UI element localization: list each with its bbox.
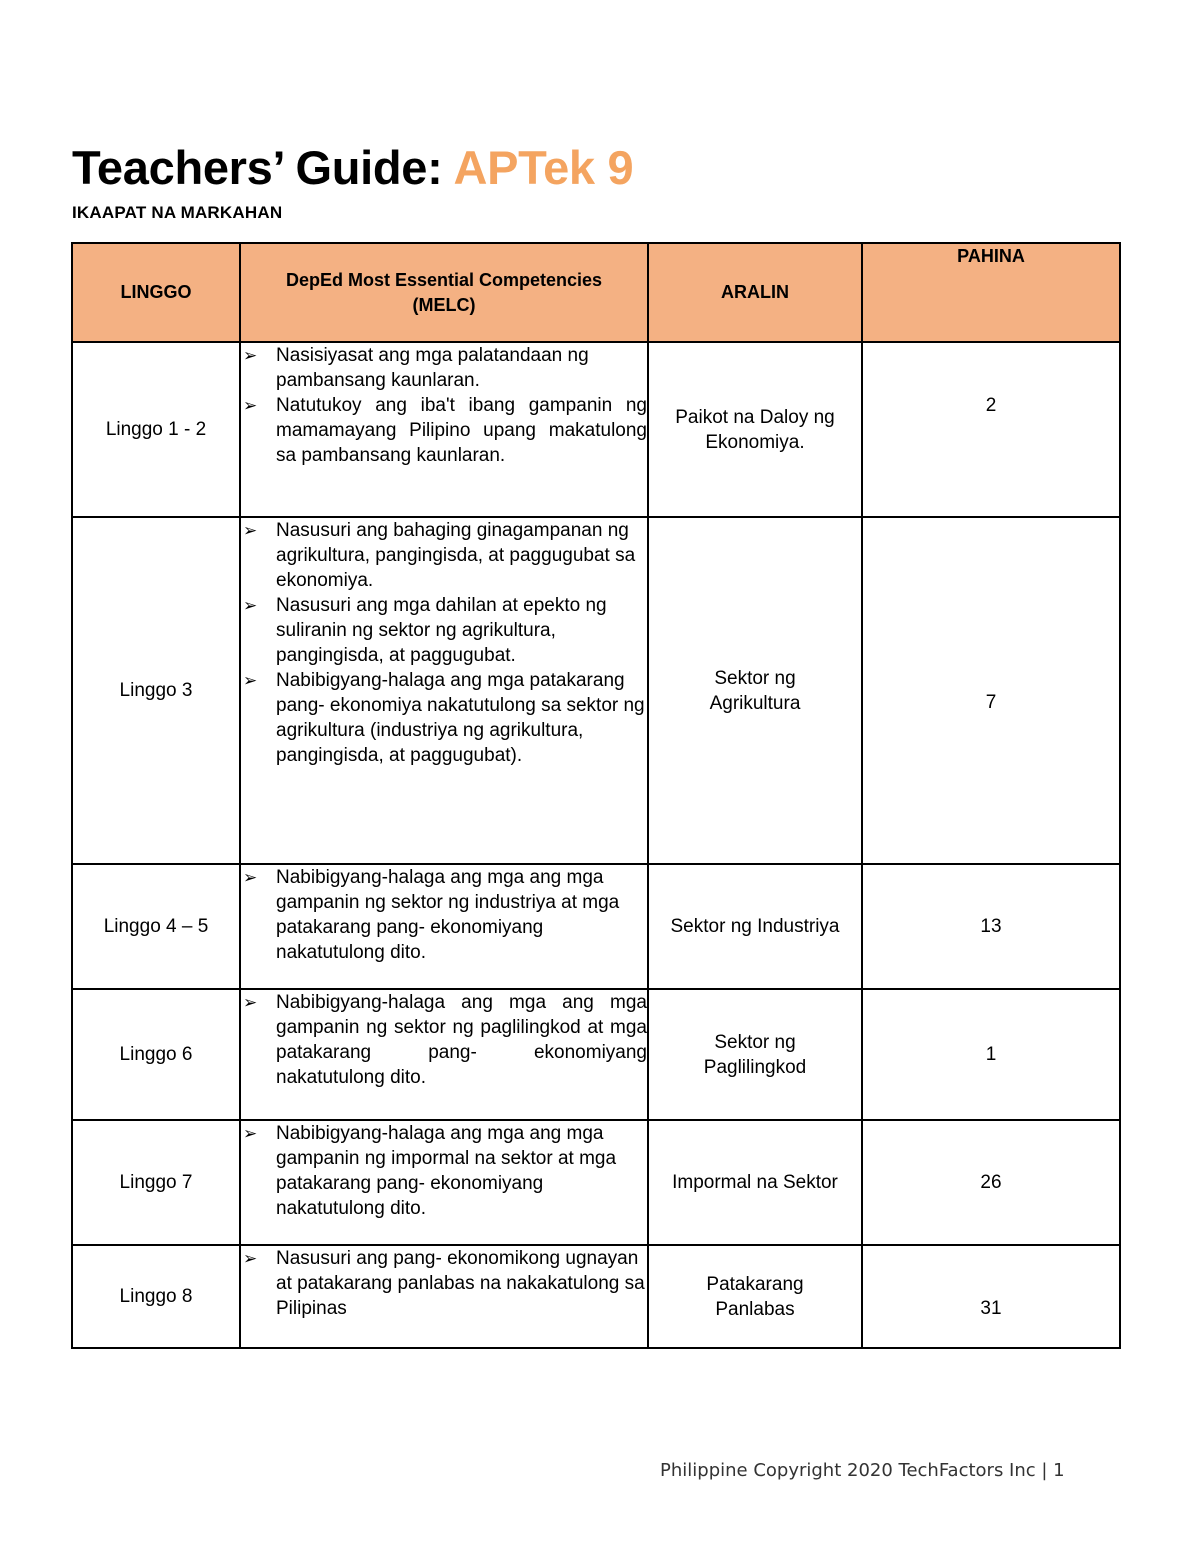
- title-main: Teachers’ Guide:: [72, 141, 454, 194]
- arrowhead-bullet-icon: ➢: [243, 521, 258, 540]
- list-item: ➢ Nabibigyang-halaga ang mga ang mga gampanin ng sektor ng paglilingkod at mga patakarang pang- ekonomiyang nakatutulong dito.: [243, 992, 647, 1088]
- table-row: [72, 517, 1120, 864]
- header-aralin: ARALIN: [648, 243, 862, 342]
- pahina-cell: 31: [862, 1245, 1120, 1348]
- list-item: ➢ Nasusuri ang bahaging ginagampanan ng agrikultura, pangingisda, at paggugubat sa ekonomiya.: [243, 520, 636, 591]
- table-row: [72, 989, 1120, 1120]
- pahina-cell: 13: [862, 864, 1120, 989]
- linggo-cell: Linggo 4 – 5: [72, 864, 240, 989]
- aralin-cell: Sektor ng Paglilingkod: [648, 989, 862, 1120]
- linggo-cell: Linggo 6: [72, 989, 240, 1120]
- arrowhead-bullet-icon: ➢: [243, 1249, 258, 1268]
- table-row: [72, 342, 1120, 517]
- aralin-cell: Paikot na Daloy ng Ekonomiya.: [648, 342, 862, 517]
- arrowhead-bullet-icon: ➢: [243, 671, 258, 690]
- pahina-cell: 7: [862, 517, 1120, 864]
- pahina-cell: 2: [862, 342, 1120, 517]
- aralin-cell: Sektor ng Industriya: [648, 864, 862, 989]
- header-linggo: LINGGO: [72, 243, 240, 342]
- melc-cell: [240, 1120, 648, 1245]
- list-item: ➢ Nabibigyang-halaga ang mga patakarang pang- ekonomiya nakatutulong sa sektor ng agrikultura (industriya ng agrikultura, pangingisda, at paggugubat).: [243, 670, 645, 766]
- melc-cell: [240, 342, 648, 517]
- table-row: [72, 864, 1120, 989]
- table-header-row: [72, 243, 1120, 342]
- quarter-subtitle: IKAAPAT NA MARKAHAN: [72, 203, 283, 222]
- header-pahina: PAHINA: [862, 243, 1120, 342]
- arrowhead-bullet-icon: ➢: [243, 1124, 258, 1143]
- melc-table: [71, 242, 1121, 1349]
- copyright-footer: Philippine Copyright 2020 TechFactors Inc | 1: [660, 1460, 1065, 1481]
- arrowhead-bullet-icon: ➢: [243, 396, 258, 415]
- table-row: [72, 1245, 1120, 1348]
- melc-cell: [240, 864, 648, 989]
- table-row: [72, 1120, 1120, 1245]
- list-item: ➢ Nasusuri ang mga dahilan at epekto ng suliranin ng sektor ng agrikultura, pangingisda, at paggugubat.: [243, 595, 607, 666]
- arrowhead-bullet-icon: ➢: [243, 868, 258, 887]
- linggo-cell: Linggo 7: [72, 1120, 240, 1245]
- melc-cell: [240, 517, 648, 864]
- linggo-cell: Linggo 8: [72, 1245, 240, 1348]
- list-item: ➢ Nabibigyang-halaga ang mga ang mga gampanin ng impormal na sektor at mga patakarang pang- ekonomiyang nakatutulong dito.: [243, 1123, 617, 1219]
- linggo-cell: Linggo 1 - 2: [72, 342, 240, 517]
- header-melc: DepEd Most Essential Competencies (MELC): [240, 243, 648, 342]
- list-item: ➢ Nasusuri ang pang- ekonomikong ugnayan at patakarang panlabas na nakakatulong sa Pilipinas: [243, 1248, 645, 1319]
- aralin-cell: Patakarang Panlabas: [648, 1245, 862, 1348]
- title-accent: APTek 9: [453, 141, 634, 194]
- arrowhead-bullet-icon: ➢: [243, 993, 258, 1012]
- list-item: ➢ Nabibigyang-halaga ang mga ang mga gampanin ng sektor ng industriya at mga patakarang pang- ekonomiyang nakatutulong dito.: [243, 867, 620, 963]
- melc-cell: [240, 989, 648, 1120]
- linggo-cell: Linggo 3: [72, 517, 240, 864]
- arrowhead-bullet-icon: ➢: [243, 346, 258, 365]
- arrowhead-bullet-icon: ➢: [243, 596, 258, 615]
- list-item: ➢ Nasisiyasat ang mga palatandaan ng pambansang kaunlaran.: [243, 345, 589, 391]
- melc-cell: [240, 1245, 648, 1348]
- aralin-cell: Sektor ng Agrikultura: [648, 517, 862, 864]
- aralin-cell: Impormal na Sektor: [648, 1120, 862, 1245]
- list-item: ➢ Natutukoy ang iba't ibang gampanin ng mamamayang Pilipino upang makatulong sa pambansang kaunlaran.: [243, 395, 647, 466]
- pahina-cell: 1: [862, 989, 1120, 1120]
- pahina-cell: 26: [862, 1120, 1120, 1245]
- page-title: [72, 140, 633, 195]
